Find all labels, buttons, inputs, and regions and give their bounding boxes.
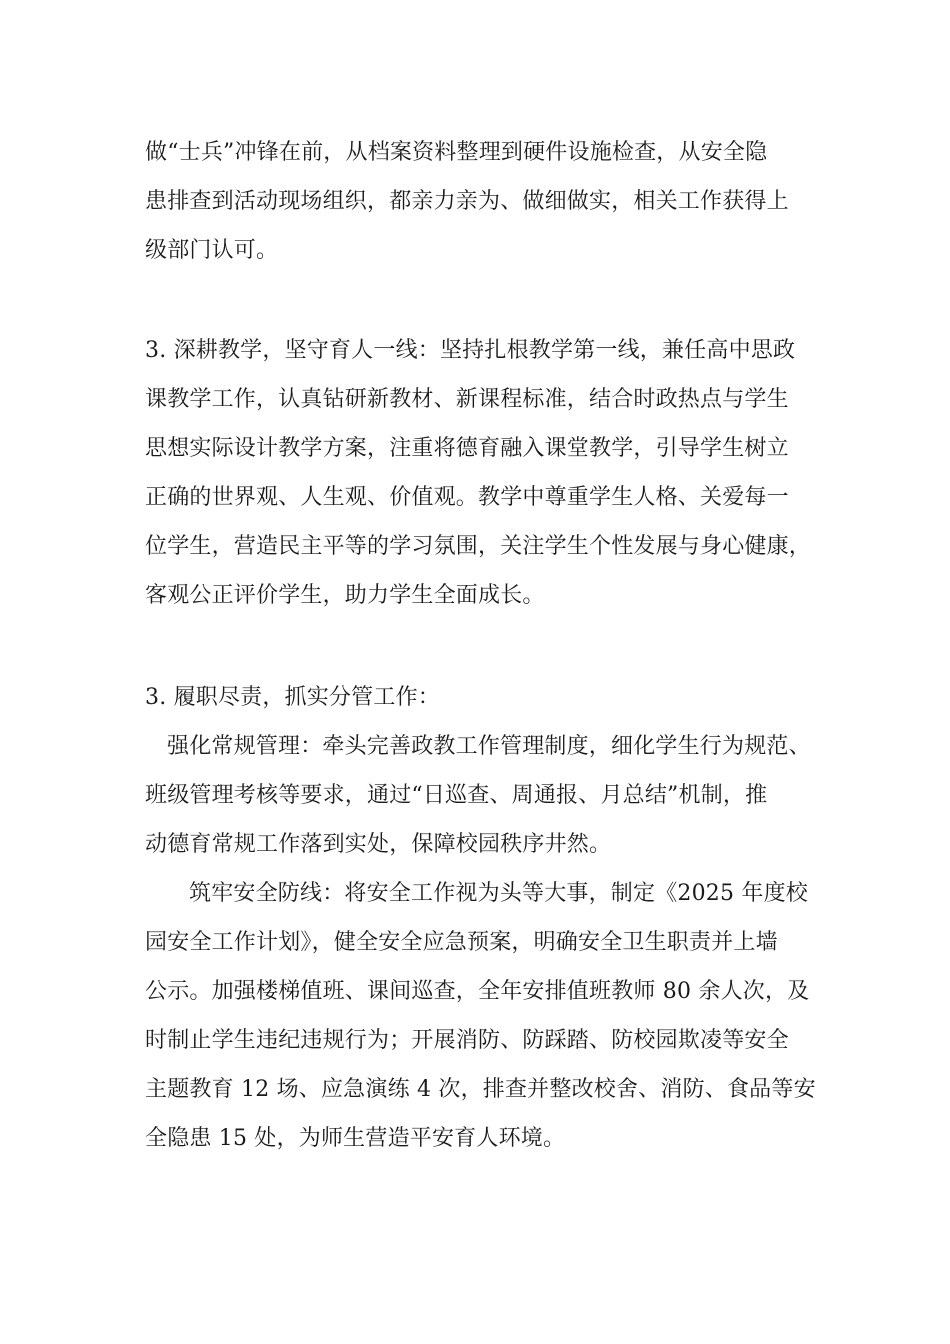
text-line: 课教学工作，认真钻研新教材、新课程标准，结合时政热点与学生 bbox=[145, 387, 789, 412]
paragraph-duties bbox=[145, 673, 845, 1163]
section-heading-line: 3. 履职尽责，抓实分管工作： bbox=[145, 685, 440, 710]
subsection-safety: 筑牢安全防线：将安全工作视为头等大事，制定《2025 年度校 bbox=[189, 881, 808, 906]
text-line: 主题教育 12 场、应急演练 4 次，排查并整改校舍、消防、食品等安 bbox=[145, 1077, 816, 1102]
text-line: 公示。加强楼梯值班、课间巡查，全年安排值班教师 80 余人次，及 bbox=[145, 979, 810, 1004]
subsection-routine-management: 强化常规管理：牵头完善政教工作管理制度，细化学生行为规范、 bbox=[167, 734, 811, 759]
text-line: 客观公正评价学生，助力学生全面成长。 bbox=[145, 583, 545, 608]
section-heading-line: 3. 深耕教学，坚守育人一线：坚持扎根教学第一线，兼任高中思政 bbox=[145, 338, 796, 363]
paragraph-teaching bbox=[145, 326, 845, 620]
text-line: 时制止学生违纪违规行为；开展消防、防踩踏、防校园欺凌等安全 bbox=[145, 1028, 789, 1053]
text-line: 园安全工作计划》，健全安全应急预案，明确安全卫生职责并上墙 bbox=[145, 930, 778, 955]
text-line: 动德育常规工作落到实处，保障校园秩序井然。 bbox=[145, 832, 612, 857]
text-line: 班级管理考核等要求，通过“日巡查、周通报、月总结”机制，推 bbox=[145, 783, 768, 808]
text-line: 做“士兵”冲锋在前，从档案资料整理到硬件设施检查，从安全隐 bbox=[145, 140, 768, 165]
text-line: 患排查到活动现场组织，都亲力亲为、做细做实，相关工作获得上 bbox=[145, 189, 789, 214]
text-line: 正确的世界观、人生观、价值观。教学中尊重学生人格、关爱每一 bbox=[145, 485, 789, 510]
text-line: 思想实际设计教学方案，注重将德育融入课堂教学，引导学生树立 bbox=[145, 436, 789, 461]
text-line: 级部门认可。 bbox=[145, 238, 279, 263]
text-line: 位学生，营造民主平等的学习氛围，关注学生个性发展与身心健康， bbox=[145, 534, 812, 559]
paragraph-continuation bbox=[145, 128, 845, 275]
text-line: 全隐患 15 处，为师生营造平安育人环境。 bbox=[145, 1126, 566, 1151]
